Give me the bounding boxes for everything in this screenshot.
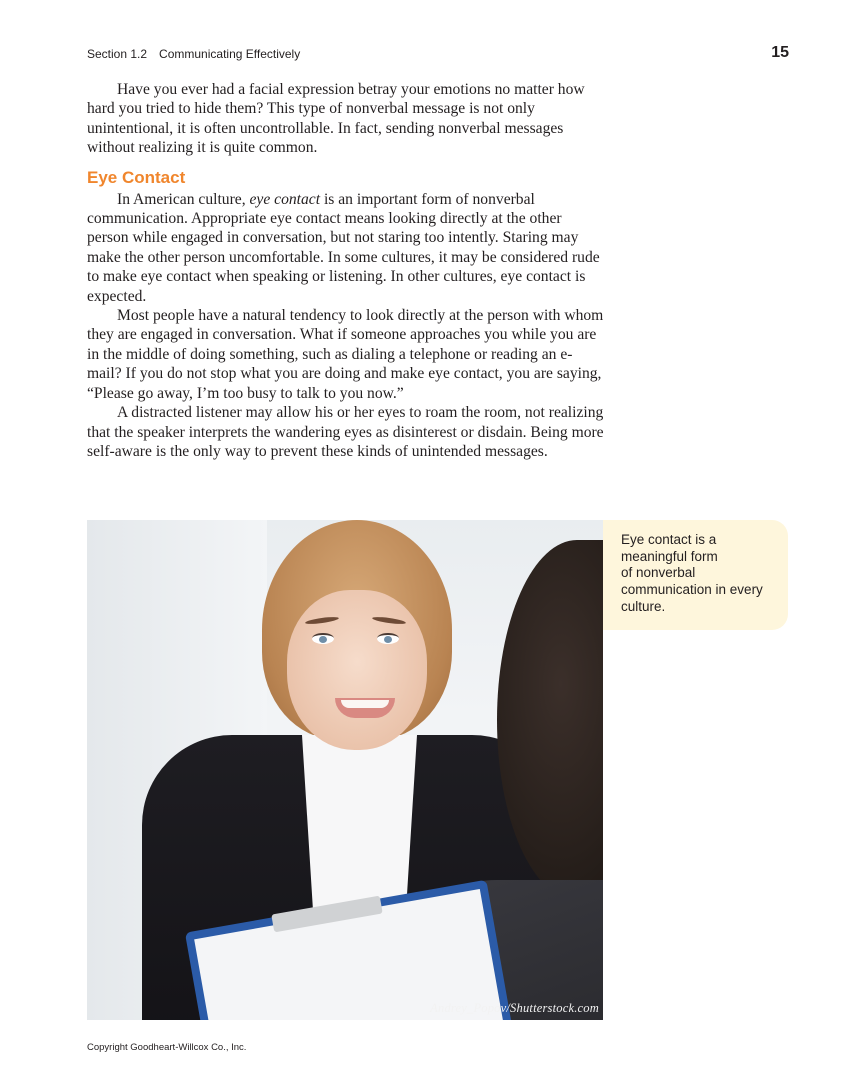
figure-photo: [87, 520, 603, 1020]
copyright-footer: Copyright Goodheart-Willcox Co., Inc.: [87, 1042, 247, 1053]
caption-line: Eye contact is a: [621, 532, 717, 547]
paragraph-natural-tendency: Most people have a natural tendency to look directly at the person with whom they are engaged in conversation. What if someone approaches you while you are in the middle of doing something, such as dialing a telephone or reading an e-mail? If you do not stop what you are doing and make eye contact, you are saying, “Please go away, I’m too busy to talk to you now.”: [87, 307, 604, 402]
section-number: Section 1.2: [87, 47, 148, 61]
section-label: [87, 47, 300, 61]
page-number: 15: [771, 44, 789, 61]
intro-paragraph: Have you ever had a facial expression betray your emotions no matter how hard you tried to hide them? This type of nonverbal message is not only unintentional, it is often uncontrollable. In fact, sending nonverbal messages without realizing it is quite common.: [87, 81, 585, 157]
running-head: [87, 44, 789, 64]
section-heading: Eye Contact: [87, 167, 186, 187]
text-run: is an important form of nonverbal communication. Appropriate eye contact means looking directly at the other person while engaged in conversation, but not staring too intently. Staring may make the other person uncomfortable. In some cultures, it may be considered rude to make eye contact when speaking or listening. In other cultures, eye contact is expected.: [87, 190, 600, 305]
photo-eye: [312, 633, 334, 644]
paragraph-distracted-listener: A distracted listener may allow his or her eyes to roam the room, not realizing that the speaker interprets the wandering eyes as disinterest or disdain. Being more self-aware is the only way to prevent these kinds of unintended messages.: [87, 404, 604, 460]
photo-eye: [377, 633, 399, 644]
caption-line: meaningful form: [621, 548, 718, 564]
caption-line: of nonverbal: [621, 565, 696, 581]
body-text: [87, 80, 607, 461]
key-term: eye contact: [249, 190, 321, 208]
caption-line: communication in every: [621, 582, 763, 598]
text-run: In American culture,: [117, 190, 250, 208]
photo-credit: Andrey_Popov/Shutterstock.com: [430, 1001, 599, 1015]
caption-line: culture.: [621, 598, 666, 614]
figure-caption: [603, 520, 788, 630]
section-title: Communicating Effectively: [159, 47, 301, 61]
photo-face: [287, 590, 427, 750]
paragraph-eye-contact-definition: [87, 190, 607, 306]
